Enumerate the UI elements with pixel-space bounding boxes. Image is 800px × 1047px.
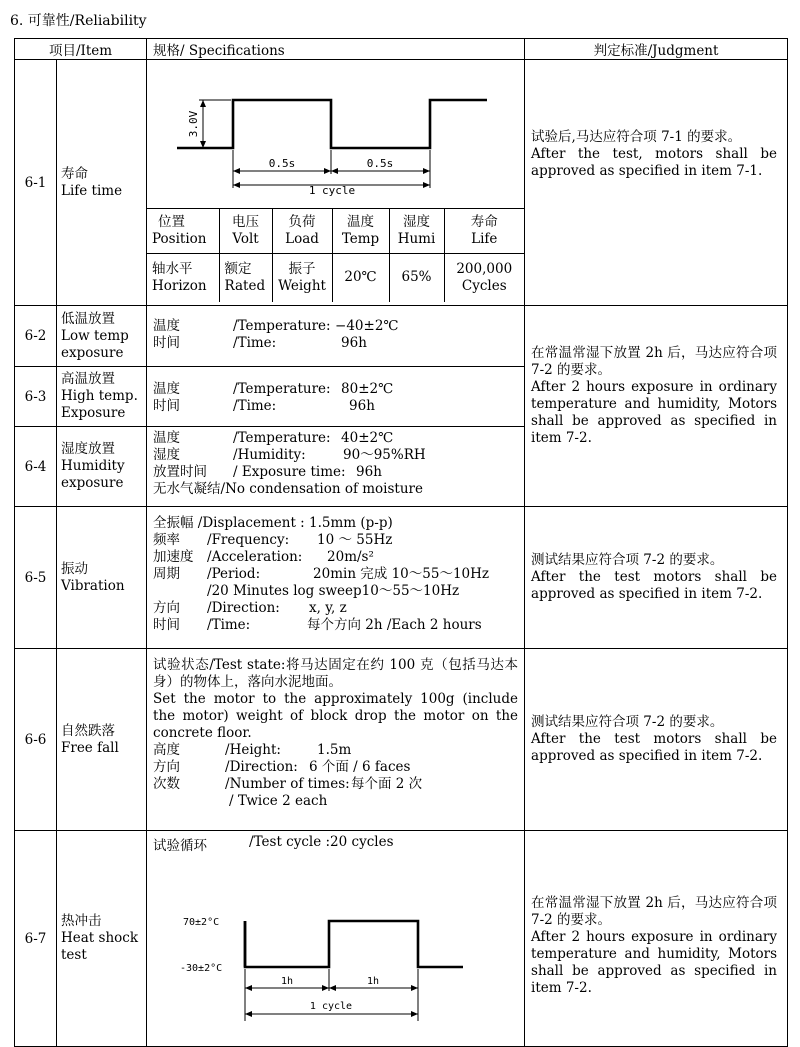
cond-header-humi: 湿度 Humi: [389, 209, 444, 254]
spec-cell: 温度 /Temperature: 80±2℃ 时间 /Time: 96h: [147, 367, 525, 427]
item-name: 自然跌落 Free fall: [57, 649, 147, 831]
heat-waveform-line: [245, 921, 463, 967]
item-name: 寿命 Life time: [57, 60, 147, 306]
life-waveform-line: [177, 100, 487, 148]
spec-cell: 试验状态/Test state:将马达固定在约 100 克（包括马达本身）的物体上，落向水泥地面。 Set the motor to the approximately 100g (include the motor) weight of block drop the motor on the concrete floor. 高度 /Height: 1.5m 方向 /Direction: 6 个面 / 6 faces 次数 /Number of times: 每个面 2 次 / Twice 2 each: [147, 649, 525, 831]
row-number: 6-7: [15, 831, 57, 1047]
judgment-cell: 在常温常湿下放置 2h 后，马达应符合项 7-2 的要求。 After 2 hours exposure in ordinary temperature and humidity, Motors shall be approved as specified in item 7-2.: [525, 831, 788, 1047]
t2-label: 0.5s: [366, 157, 394, 170]
item-name: 振动 Vibration: [57, 507, 147, 649]
row-number: 6-1: [15, 60, 57, 306]
spec-cell: [147, 60, 525, 306]
table-header-row: [15, 39, 788, 60]
table-row: [15, 831, 788, 1047]
life-conditions-table: [147, 208, 524, 302]
spec-cell: 全振幅 /Displacement : 1.5mm (p-p) 频率 /Frequency: 10 ～ 55Hz 加速度 /Acceleration: 20m/s² 周期 /Period: 20min 完成 10～55～10Hz /20 Minutes log sweep10～55～10Hz 方向 /Direction: x, y, z 时间 /Time: 每个方向 2h /Each 2 hours: [147, 507, 525, 649]
test-state-cn: 试验状态/Test state:将马达固定在约 100 克（包括马达本身）的物体上，落向水泥地面。: [153, 657, 519, 690]
high-temp-label: 70±2°C: [183, 917, 220, 928]
row-number: 6-4: [15, 427, 57, 507]
spec-cell: 温度 /Temperature: −40±2℃ 时间 /Time: 96h: [147, 306, 525, 367]
item-name: 高温放置 High temp. Exposure: [57, 367, 147, 427]
item-name: 热冲击 Heat shock test: [57, 831, 147, 1047]
table-row: [15, 60, 788, 306]
table-row: [15, 649, 788, 831]
voltage-label: 3.0V: [187, 110, 201, 138]
cond-header-volt: 电压 Volt: [219, 209, 272, 254]
row-number: 6-5: [15, 507, 57, 649]
life-cycle-waveform: [147, 60, 523, 208]
t1-label: 1h: [280, 976, 294, 987]
table-row: [15, 306, 788, 367]
row-number: 6-2: [15, 306, 57, 367]
judgment-cell: 测试结果应符合项 7-2 的要求。 After the test motors shall be approved as specified in item 7-2.: [525, 649, 788, 831]
row-number: 6-6: [15, 649, 57, 831]
judgment-cell: 试验后,马达应符合项 7-1 的要求。 After the test, motors shall be approved as specified in item 7-1.: [525, 60, 788, 306]
t2-label: 1h: [366, 976, 380, 987]
cond-header-position: 位置 Position: [147, 209, 219, 254]
cond-value-position: 轴水平 Horizon: [147, 254, 219, 302]
header-item: 项目/Item: [15, 39, 147, 60]
cycle-label: 1 cycle: [308, 184, 356, 197]
spec-cell: 温度 /Temperature: 40±2℃ 湿度 /Humidity: 90～95%RH 放置时间 / Exposure time: 96h 无水气凝结/No condensation of moisture: [147, 427, 525, 507]
test-state-en: Set the motor to the approximately 100g (include the motor) weight of block drop the motor on the concrete floor.: [153, 691, 519, 741]
cond-value-load: 振子 Weight: [272, 254, 332, 302]
header-judgment: 判定标准/Judgment: [525, 39, 788, 60]
cond-header-load: 负荷 Load: [272, 209, 332, 254]
heat-shock-waveform: [147, 851, 523, 1041]
judgment-cell: 测试结果应符合项 7-2 的要求。 After the test motors shall be approved as specified in item 7-2.: [525, 507, 788, 649]
conditions-header-row: [147, 209, 524, 254]
table-row: [15, 507, 788, 649]
cond-value-volt: 额定 Rated: [219, 254, 272, 302]
cond-value-temp: 20℃: [332, 254, 389, 302]
judgment-cell: 在常温常湿下放置 2h 后，马达应符合项 7-2 的要求。 After 2 hours exposure in ordinary temperature and humidity, Motors shall be approved as specified in item 7-2.: [525, 306, 788, 507]
item-name: 低温放置 Low temp exposure: [57, 306, 147, 367]
cond-value-humi: 65%: [389, 254, 444, 302]
cond-value-life: 200,000 Cycles: [444, 254, 524, 302]
low-temp-label: -30±2°C: [180, 963, 223, 974]
item-name: 湿度放置 Humidity exposure: [57, 427, 147, 507]
t1-label: 0.5s: [268, 157, 296, 170]
spec-cell: [147, 831, 525, 1047]
test-cycle-line: 试验循环 /Test cycle :20 cycles: [153, 834, 394, 854]
row-number: 6-3: [15, 367, 57, 427]
section-title: 6. 可靠性/Reliability: [10, 13, 147, 29]
header-spec: 规格/ Specifications: [147, 39, 525, 60]
cycle-label: 1 cycle: [309, 1001, 353, 1012]
cond-header-life: 寿命 Life: [444, 209, 524, 254]
reliability-table: [14, 38, 788, 1047]
conditions-value-row: [147, 254, 524, 302]
cond-header-temp: 温度 Temp: [332, 209, 389, 254]
